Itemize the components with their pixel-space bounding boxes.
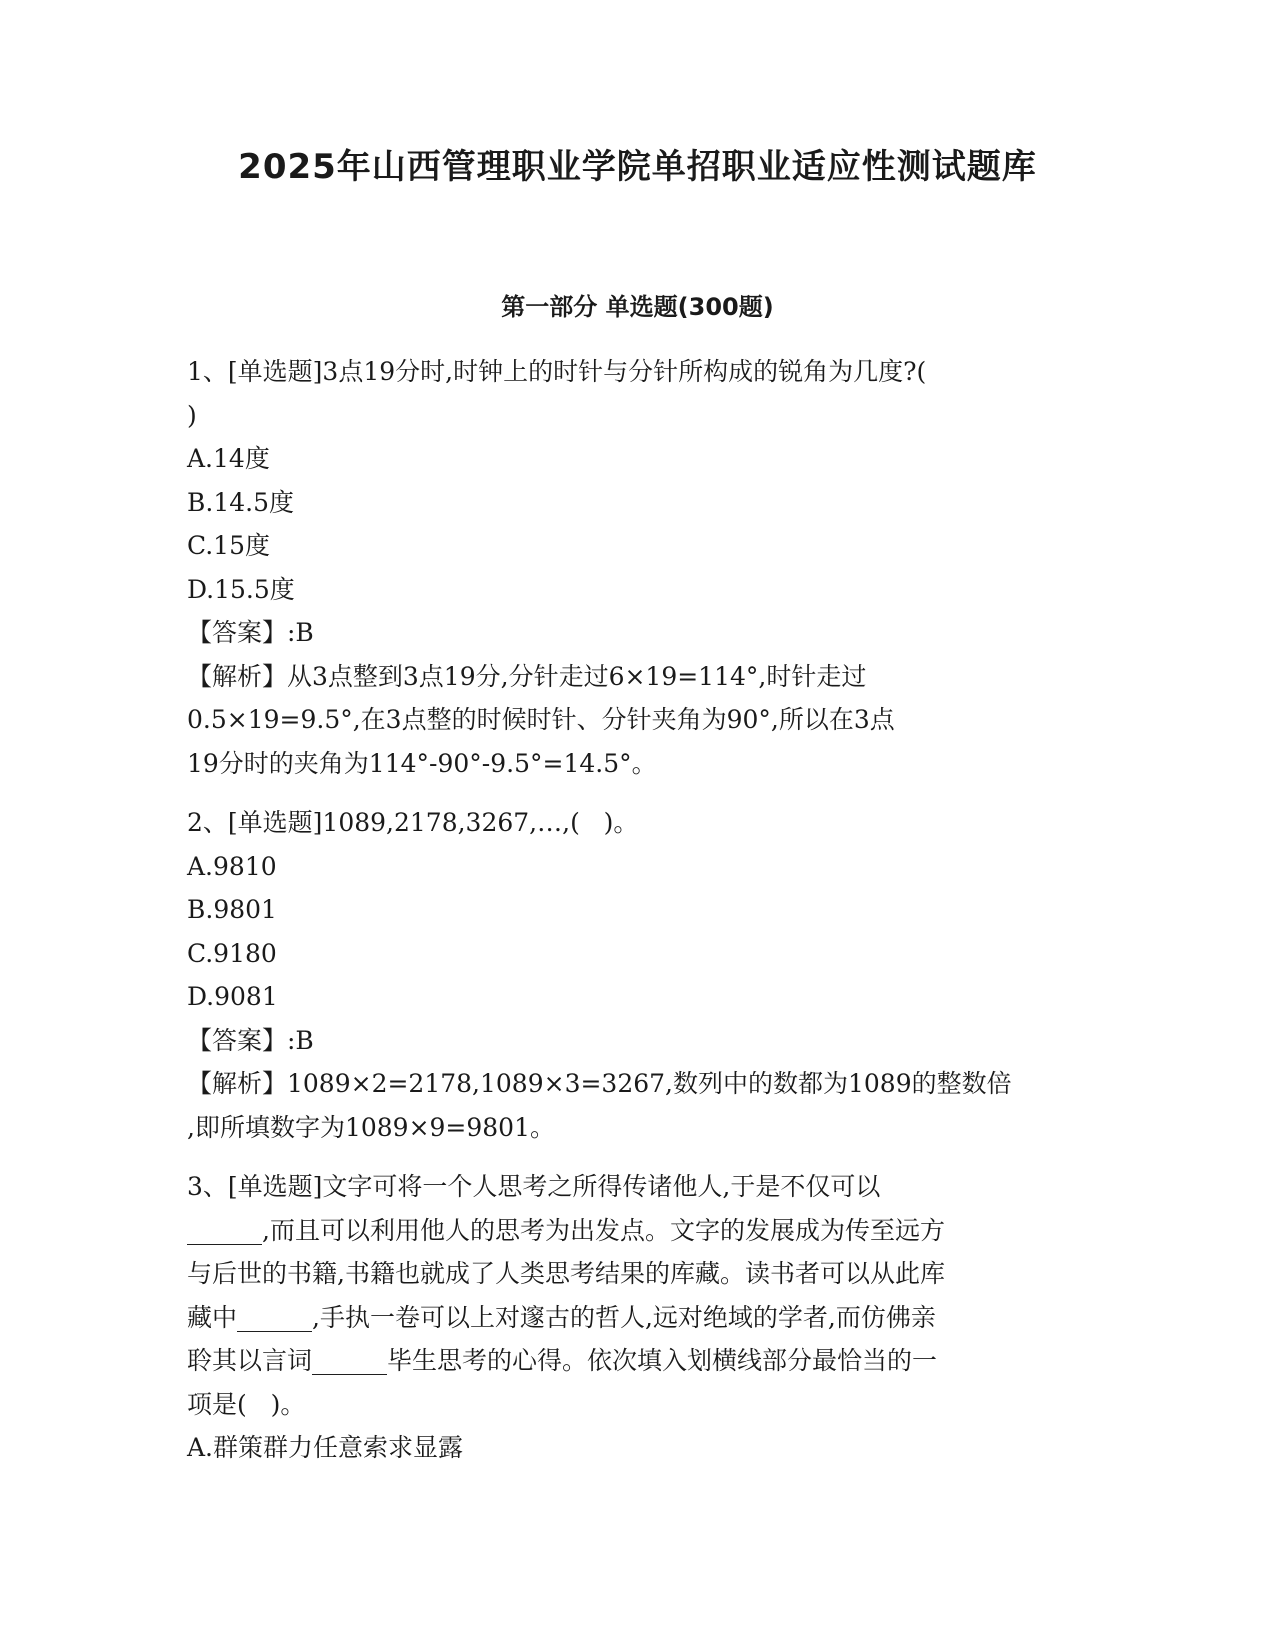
question-stem: 项是( )。 — [187, 1389, 306, 1419]
analysis-line: ,即所填数字为1089×9=9801。 — [187, 1112, 555, 1142]
question-stem: ______,而且可以利用他人的思考为出发点。文字的发展成为传至远方 — [187, 1215, 945, 1245]
option-c: C.9180 — [187, 938, 277, 968]
analysis-line: 19分时的夹角为114°-90°-9.5°=14.5°。 — [187, 748, 657, 778]
analysis-line: 0.5×19=9.5°,在3点整的时候时针、分针夹角为90°,所以在3点 — [187, 705, 895, 734]
question-stem: ) — [187, 400, 197, 430]
option-b: B.9801 — [187, 895, 277, 924]
answer: 【答案】:B — [187, 618, 314, 647]
answer: 【答案】:B — [187, 1025, 314, 1055]
document-title: 2025年山西管理职业学院单招职业适应性测试题库 — [238, 147, 1037, 187]
question-stem: 3、[单选题]文字可将一个人思考之所得传诸他人,于是不仅可以 — [187, 1172, 881, 1201]
analysis-line: 【解析】1089×2=2178,1089×3=3267,数列中的数都为1089的整数倍 — [187, 1069, 1012, 1098]
section-heading: 第一部分 单选题(300题) — [501, 293, 774, 321]
question-3 — [187, 1165, 1087, 1470]
analysis-line: 【解析】从3点整到3点19分,分针走过6×19=114°,时针走过 — [187, 661, 867, 691]
question-1 — [187, 350, 1087, 785]
question-stem: 1、[单选题]3点19分时,时钟上的时针与分针所构成的锐角为几度?( — [187, 357, 927, 386]
question-list — [187, 350, 1087, 1486]
option-d: D.15.5度 — [187, 574, 295, 604]
option-a: A.群策群力任意索求显露 — [187, 1433, 464, 1462]
option-c: C.15度 — [187, 531, 270, 560]
option-a: A.9810 — [187, 851, 277, 881]
option-d: D.9081 — [187, 982, 278, 1011]
question-stem: 2、[单选题]1089,2178,3267,…,( )。 — [187, 808, 639, 837]
question-stem: 与后世的书籍,书籍也就成了人类思考结果的库藏。读书者可以从此库 — [187, 1259, 945, 1288]
option-b: B.14.5度 — [187, 487, 294, 517]
option-a: A.14度 — [187, 444, 270, 473]
question-2 — [187, 801, 1087, 1149]
question-stem: 藏中______,手执一卷可以上对邃古的哲人,远对绝域的学者,而仿佛亲 — [187, 1302, 936, 1332]
question-stem: 聆其以言词______毕生思考的心得。依次填入划横线部分最恰当的一 — [187, 1346, 938, 1375]
